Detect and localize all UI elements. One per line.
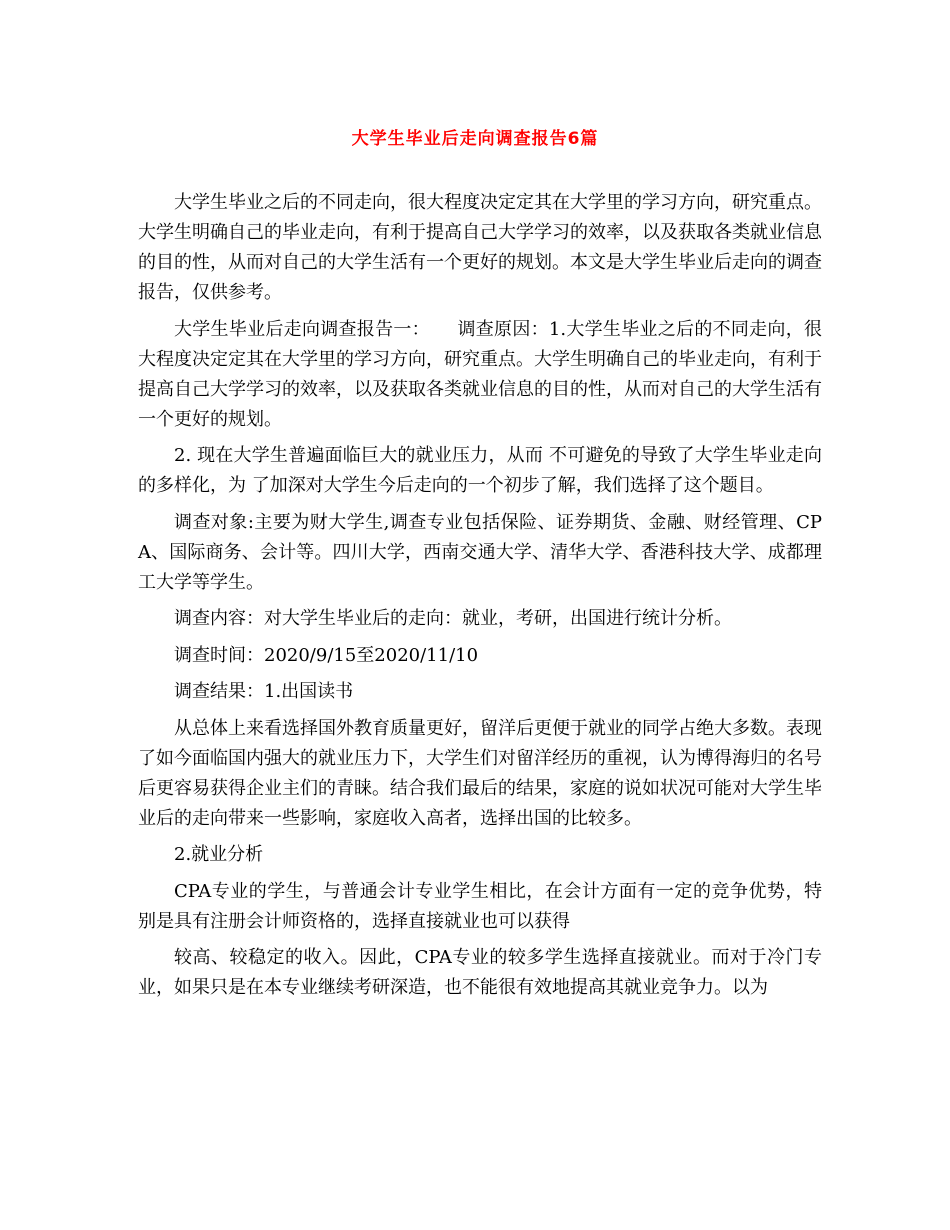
document-title: 大学生毕业后走向调查报告6篇 <box>351 129 599 149</box>
paragraph: 大学生毕业后走向调查报告一： 调查原因：1.大学生毕业之后的不同走向，很大程度决定定其在大学里的学习方向，研究重点。大学生明确自己的毕业走向，有利于提高自己大学学习的效率，以及获取各类就业信息的目的性，从而对自己的大学生活有一个更好的规划。 <box>138 318 822 430</box>
paragraph: 调查结果：1.出国读书 <box>174 681 354 702</box>
paragraph: 调查时间：2020/9/15至2020/11/10 <box>174 644 479 666</box>
paragraph: CPA专业的学生，与普通会计专业学生相比，在会计方面有一定的竞争优势，特别是具有注册会计师资格的，选择直接就业也可以获得 <box>138 880 822 932</box>
document-body <box>138 188 822 1010</box>
paragraph: 从总体上来看选择国外教育质量更好，留洋后更便于就业的同学占绝大多数。表现了如今面临国内强大的就业压力下，大学生们对留洋经历的重视，认为博得海归的名号后更容易获得企业主们的青睐。结合我们最后的结果，家庭的说如状况可能对大学生毕业后的走向带来一些影响，家庭收入高者，选择出国的比较多。 <box>138 717 822 829</box>
paragraph: 大学生毕业之后的不同走向，很大程度决定定其在大学里的学习方向，研究重点。大学生明确自己的毕业走向，有利于提高自己大学学习的效率，以及获取各类就业信息的目的性，从而对自己的大学生活有一个更好的规划。本文是大学生毕业后走向的调查报告，仅供参考。 <box>138 192 822 303</box>
paragraph: 2. 现在大学生普遍面临巨大的就业压力，从而 不可避免的导致了大学生毕业走向的多样化，为 了加深对大学生今后走向的一个初步了解，我们选择了这个题目。 <box>138 445 822 496</box>
paragraph: 2.就业分析 <box>174 844 264 865</box>
paragraph: 调查对象:主要为财大学生,调查专业包括保险、证券期货、金融、财经管理、CPA、国际商务、会计等。四川大学，西南交通大学、清华大学、香港科技大学、成都理工大学等学生。 <box>138 511 822 593</box>
paragraph: 较高、较稳定的收入。因此，CPA专业的较多学生选择直接就业。而对于冷门专业，如果只是在本专业继续考研深造，也不能很有效地提高其就业竞争力。以为 <box>138 947 822 998</box>
paragraph: 调查内容：对大学生毕业后的走向：就业，考研，出国进行统计分析。 <box>174 608 732 629</box>
